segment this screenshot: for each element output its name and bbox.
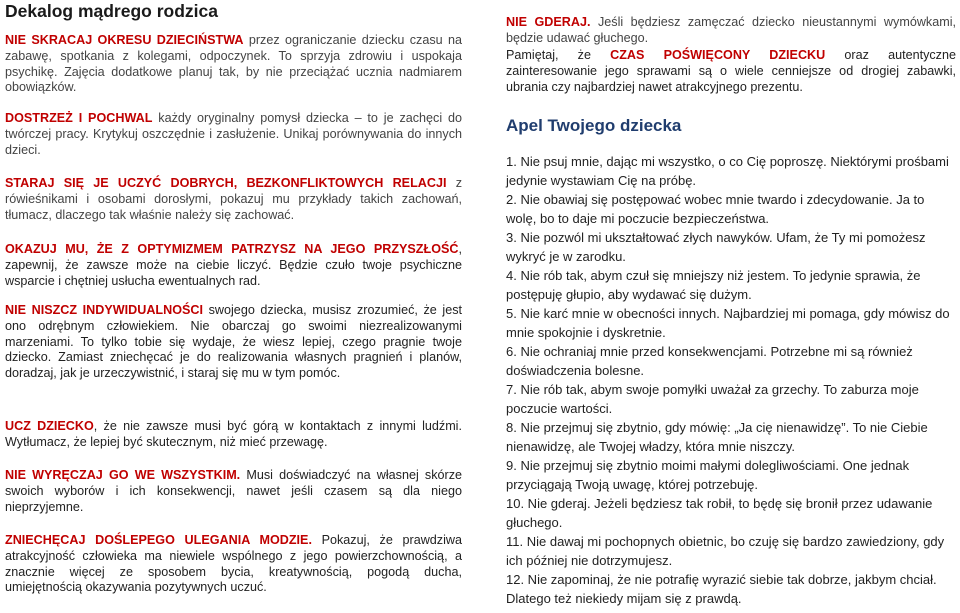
paragraph-4 [5,242,462,289]
list-item: 5. Nie karć mnie w obecności innych. Najbardziej mi pomaga, gdy mówisz do mnie spokojnie i dyskretnie. [506,306,950,340]
appeal-heading: Apel Twojego dziecka [506,116,682,135]
paragraph-1 [5,33,462,96]
right-paragraph-2-lead: Pamiętaj, że [506,48,611,62]
right-paragraph-2-heading: CZAS POŚWIĘCONY DZIECKU [610,48,826,62]
paragraph-8-heading: ZNIECHĘCAJ DOŚLEPEGO ULEGANIA MODZIE. [5,533,312,547]
document-title: Dekalog mądrego rodzica [5,1,218,21]
list-item: 7. Nie rób tak, abym swoje pomyłki uważał za grzechy. To zaburza moje poczucie wartości. [506,382,919,416]
right-paragraph-1-body: Jeśli będziesz zamęczać dziecko nieustannymi wymówkami, będzie udawać głuchego. [506,15,957,45]
paragraph-1-heading: NIE SKRACAJ OKRESU DZIECIŃSTWA [5,33,244,47]
list-item: 8. Nie przejmuj się zbytnio, gdy mówię: „Ja cię nienawidzę”. To nie Ciebie nienawidzę, ale Twojej władzy, która mnie niszczy. [506,420,928,454]
paragraph-6-body: , że nie zawsze musi być górą w kontaktach z innymi ludźmi. Wytłumacz, że lepiej być skutecznym, niż mieć przewagę. [5,419,462,449]
paragraph-5 [5,303,462,382]
paragraph-4-body: , zapewnij, że zawsze może na ciebie liczyć. Będzie czuło twoje psychiczne wsparcie i chętniej usłucha ewentualnych rad. [5,242,462,288]
paragraph-8-body: Pokazuj, że prawdziwa atrakcyjność człowieka ma niewiele wspólnego z jego powierzchownością, a znacznie więcej ze sposobem bycia, kreatywnością, pogodą ducha, umiejętnością okazywania pozytywnych uczuć. [5,533,462,595]
paragraph-7-body: Musi doświadczyć na własnej skórze swoich wyborów i ich konsekwencji, nawet jeśli czasem są dla niego nieprzyjemne. [5,468,463,514]
paragraph-3-heading: STARAJ SIĘ JE UCZYĆ DOBRYCH, BEZKONFLIKTOWYCH RELACJI [5,176,447,190]
paragraph-4-heading: OKAZUJ MU, ŻE Z OPTYMIZMEM PATRZYSZ NA JEGO PRZYSZŁOŚĆ [5,242,459,256]
paragraph-8 [5,533,462,596]
list-item: 4. Nie rób tak, abym czuł się mniejszy niż jestem. To jedynie sprawia, że postępuję głupio, aby wydawać się dużym. [506,268,921,302]
paragraph-2-body: każdy oryginalny pomysł dziecka – to je zachęci do twórczej pracy. Krytykuj oszczędnie i zasłużenie. Unikaj porównywania do innych dzieci. [5,111,462,157]
list-item: 11. Nie dawaj mi pochopnych obietnic, bo czuję się bardzo zawiedziony, gdy ich później nie dotrzymujesz. [506,534,945,568]
paragraph-7-heading: NIE WYRĘCZAJ GO WE WSZYSTKIM. [5,468,241,482]
list-item: 1. Nie psuj mnie, dając mi wszystko, o co Cię poproszę. Niektórymi prośbami jedynie wystawiam Cię na próbę. [506,154,949,188]
list-item: 6. Nie ochraniaj mnie przed konsekwencjami. Potrzebne mi są również doświadczenia bolesne. [506,344,913,378]
paragraph-3 [5,176,462,223]
paragraph-3-body: z rówieśnikami i osobami dorosłymi, pokazuj mu przykłady takich zachowań, tłumacz, dlaczego tak właśnie należy się zachować. [5,176,462,222]
paragraph-5-heading: NIE NISZCZ INDYWIDUALNOŚCI [5,303,204,317]
list-item: 10. Nie gderaj. Jeżeli będziesz tak robił, to będę się bronił przez udawanie głuchego. [506,496,933,530]
right-paragraph-1-heading: NIE GDERAJ. [506,15,591,29]
list-item: 3. Nie pozwól mi ukształtować złych nawyków. Ufam, że Ty mi pomożesz wykryć je w zarodku. [506,230,926,264]
list-item: 12. Nie zapominaj, że nie potrafię wyrazić siebie tak dobrze, jakbym chciał. Dlatego też niekiedy mijam się z prawdą. [506,572,937,606]
list-item: 9. Nie przejmuj się zbytnio moimi małymi dolegliwościami. One jednak przyciągają Twoją uwagę, której potrzebuję. [506,458,910,492]
list-item: 2. Nie obawiaj się postępować wobec mnie twardo i zdecydowanie. Ja to wolę, bo to daje mi poczucie bezpieczeństwa. [506,192,925,226]
paragraph-2-heading: DOSTRZEŻ I POCHWAL [5,111,153,125]
paragraph-5-body: swojego dziecka, musisz zrozumieć, że jest ono odrębnym człowiekiem. Nie obarczaj go swoimi niezrealizowanymi marzeniami. To tylko tobie się wydaje, że wiesz lepiej, czego pragnie twoje dziecko. Zamiast zniechęcać je do realizowania własnych pragnień i planów, doradzaj, jak je urzeczywistnić, i staraj się mu w tym pomóc. [5,303,462,381]
paragraph-2 [5,111,462,158]
paragraph-6 [5,419,462,451]
right-paragraph-2 [506,48,956,95]
right-paragraph-2-body: oraz autentyczne zainteresowanie jego sprawami są o wiele cenniejsze od drogiej zabawki, ubrania czy najbardziej nawet atrakcyjnego prezentu. [506,48,956,94]
paragraph-1-body: przez ograniczanie dziecku czasu na zabawę, spotkania z kolegami, odpoczynek. To sprzyja zdrowiu i uspokaja psychikę. Zajęcia dodatkowe planuj tak, by nie przeciążać ucznia nadmiarem obowiązków. [5,33,462,95]
paragraph-7 [5,468,462,515]
right-paragraph-1 [506,15,956,47]
paragraph-6-heading: UCZ DZIECKO [5,419,94,433]
